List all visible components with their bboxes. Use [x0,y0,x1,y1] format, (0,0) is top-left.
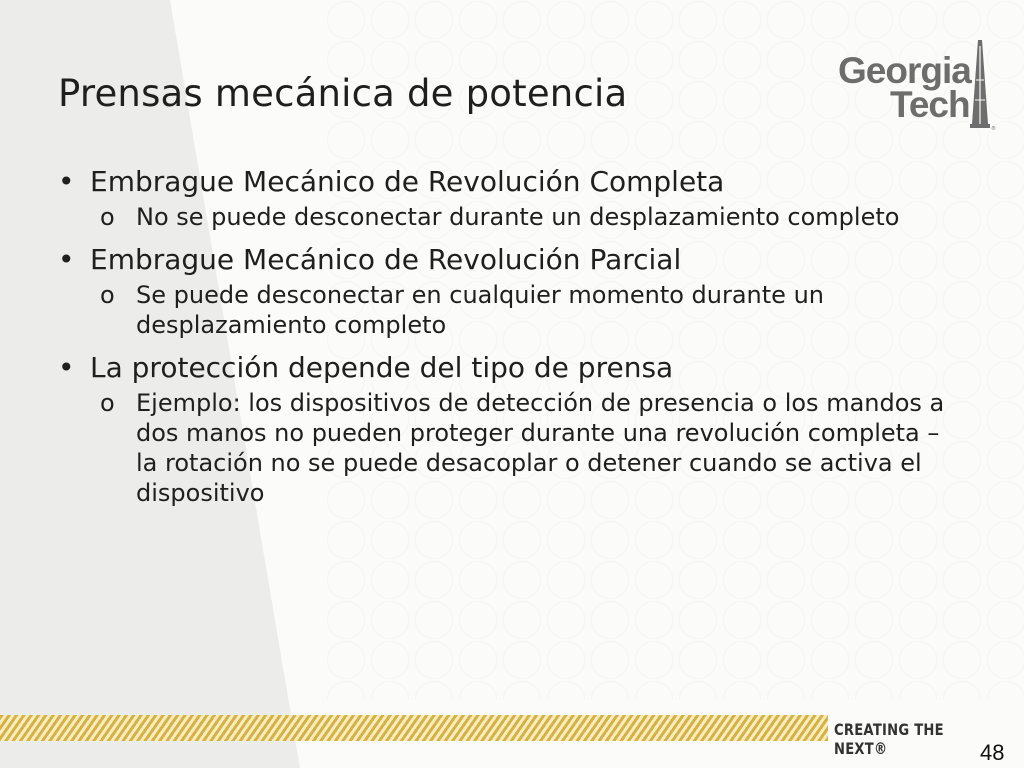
sub-bullet-marker: o [100,203,115,231]
sub-bullet-item [58,388,956,508]
bullet-list [58,160,978,518]
sub-bullet-marker: o [100,281,115,309]
sub-bullet-text: Se puede desconectar en cualquier momento durante un desplazamiento completo [136,281,824,339]
logo-line-2: Tech [890,84,970,125]
sub-bullet-text: Ejemplo: los dispositivos de detección de presencia o los mandos a dos manos no pueden proteger durante una revolución completa – la rotación no se puede desacoplar o detener cuando se activa el dispositivo [136,389,945,507]
slide-title: Prensas mecánica de potencia [58,72,628,115]
bullet-text: Embrague Mecánico de Revolución Parcial [90,243,682,276]
bullet-dot: • [58,351,75,384]
bullet-text: Embrague Mecánico de Revolución Completa [90,165,725,198]
page-number: 48 [980,740,1005,765]
sub-bullet-marker: o [100,389,115,417]
svg-text:®: ® [991,126,996,132]
footer-stripe-band [0,715,828,741]
bullet-item [58,242,978,278]
footer-tagline: CREATING THE NEXT® [834,720,944,758]
bullet-item [58,164,978,200]
bullet-dot: • [58,243,75,276]
logo-line-1: Georgia [838,50,971,91]
bullet-item [58,350,978,386]
bullet-dot: • [58,165,75,198]
georgia-tech-logo [836,40,996,135]
tech-tower-icon [966,40,996,132]
sub-bullet-item [58,280,956,340]
sub-bullet-item [58,202,956,232]
bullet-text: La protección depende del tipo de prensa [90,351,674,384]
sub-bullet-text: No se puede desconectar durante un desplazamiento completo [136,203,900,231]
